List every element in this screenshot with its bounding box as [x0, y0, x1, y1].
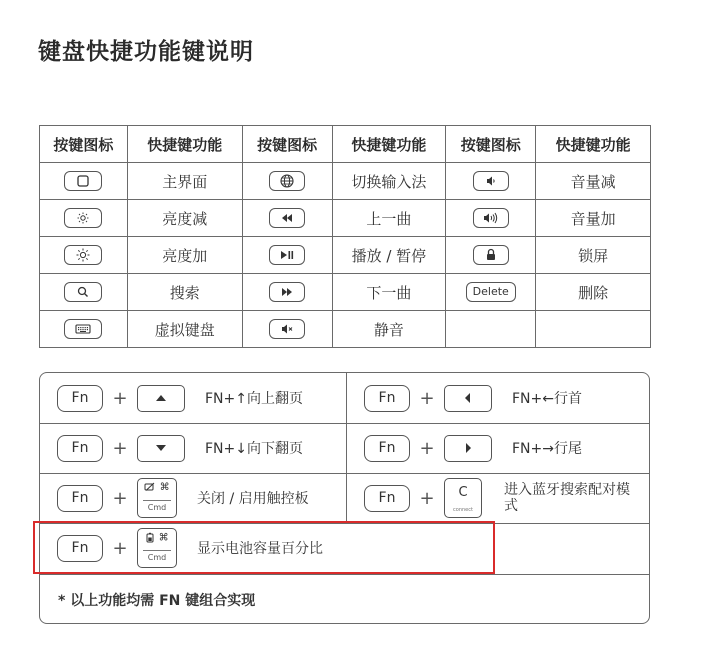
play-pause-icon [269, 245, 305, 265]
highlight-box [33, 521, 495, 574]
header-key-icon: 按键图标 [242, 126, 332, 163]
connect-key-label: connect [453, 507, 473, 513]
fn-key: Fn [364, 485, 410, 512]
delete-key-icon: Delete [466, 282, 516, 302]
table-cell-empty [536, 311, 651, 348]
table-cell: 亮度加 [127, 237, 242, 274]
combo-bluetooth [364, 473, 634, 523]
brightness-up-icon [64, 245, 102, 265]
combo-desc: FN+→行尾 [512, 441, 582, 457]
table-row [40, 163, 651, 200]
table-row [40, 274, 651, 311]
fn-key: Fn [57, 435, 103, 462]
combo-desc: 显示电池容量百分比 [197, 541, 323, 557]
combo-touchpad [57, 473, 309, 523]
mute-icon [269, 319, 305, 339]
cmd-label: Cmd [143, 500, 171, 514]
cmd-symbol: ⌘ [158, 532, 169, 544]
plus-sign: + [112, 437, 128, 459]
right-arrow-icon [444, 435, 492, 462]
page-title: 键盘快捷功能键说明 [38, 39, 254, 65]
combo-desc: FN+↓向下翻页 [205, 441, 303, 457]
table-cell: 锁屏 [536, 237, 651, 274]
plus-sign: + [112, 537, 128, 559]
header-function: 快捷键功能 [127, 126, 242, 163]
header-function: 快捷键功能 [332, 126, 446, 163]
fn-key: Fn [364, 385, 410, 412]
search-icon [64, 282, 102, 302]
table-cell: 播放 / 暂停 [332, 237, 446, 274]
globe-icon [269, 171, 305, 191]
table-cell: 虚拟键盘 [127, 311, 242, 348]
volume-down-icon [473, 171, 509, 191]
table-cell: 下一曲 [332, 274, 446, 311]
footnote: * 以上功能均需 FN 键组合实现 [58, 593, 256, 609]
plus-sign: + [419, 437, 435, 459]
table-header-row [40, 126, 651, 163]
combo-line-start [364, 373, 582, 423]
combo-line-end [364, 423, 582, 473]
table-row [40, 200, 651, 237]
down-arrow-icon [137, 435, 185, 462]
home-key-icon [64, 171, 102, 191]
table-cell: 静音 [332, 311, 446, 348]
combo-page-up [57, 373, 303, 423]
table-cell: 搜索 [127, 274, 242, 311]
table-cell: 上一曲 [332, 200, 446, 237]
header-key-icon: 按键图标 [446, 126, 536, 163]
fn-key: Fn [57, 535, 103, 562]
combo-page-down [57, 423, 303, 473]
header-key-icon: 按键图标 [40, 126, 128, 163]
combo-desc: FN+↑向上翻页 [205, 391, 303, 407]
table-row [40, 311, 651, 348]
header-function: 快捷键功能 [536, 126, 651, 163]
table-cell: 删除 [536, 274, 651, 311]
volume-up-icon [473, 208, 509, 228]
connect-key-icon [444, 478, 482, 518]
combo-desc: FN+←行首 [512, 391, 582, 407]
table-cell: 主界面 [127, 163, 242, 200]
brightness-down-icon [64, 208, 102, 228]
connect-key-letter: C [458, 485, 468, 500]
combo-desc: 关闭 / 启用触控板 [197, 491, 309, 507]
plus-sign: + [112, 487, 128, 509]
shortcut-table [39, 125, 651, 348]
fn-combo-panel [39, 372, 650, 624]
table-cell: 音量加 [536, 200, 651, 237]
cmd-symbol: ⌘ [159, 482, 170, 493]
keyboard-icon [64, 319, 102, 339]
lock-icon [473, 245, 509, 265]
plus-sign: + [419, 387, 435, 409]
plus-sign: + [112, 387, 128, 409]
combo-desc: 进入蓝牙搜索配对模式 [504, 482, 630, 514]
up-arrow-icon [137, 385, 185, 412]
fn-key: Fn [57, 385, 103, 412]
fn-key: Fn [57, 485, 103, 512]
cmd-label: Cmd [143, 550, 171, 564]
touchpad-cmd-key-icon [137, 478, 177, 518]
next-track-icon [269, 282, 305, 302]
table-cell-empty [446, 311, 536, 348]
fn-key: Fn [364, 435, 410, 462]
table-row [40, 237, 651, 274]
plus-sign: + [419, 487, 435, 509]
previous-track-icon [269, 208, 305, 228]
table-cell: 亮度减 [127, 200, 242, 237]
table-cell: 音量减 [536, 163, 651, 200]
table-cell: 切换输入法 [332, 163, 446, 200]
left-arrow-icon [444, 385, 492, 412]
